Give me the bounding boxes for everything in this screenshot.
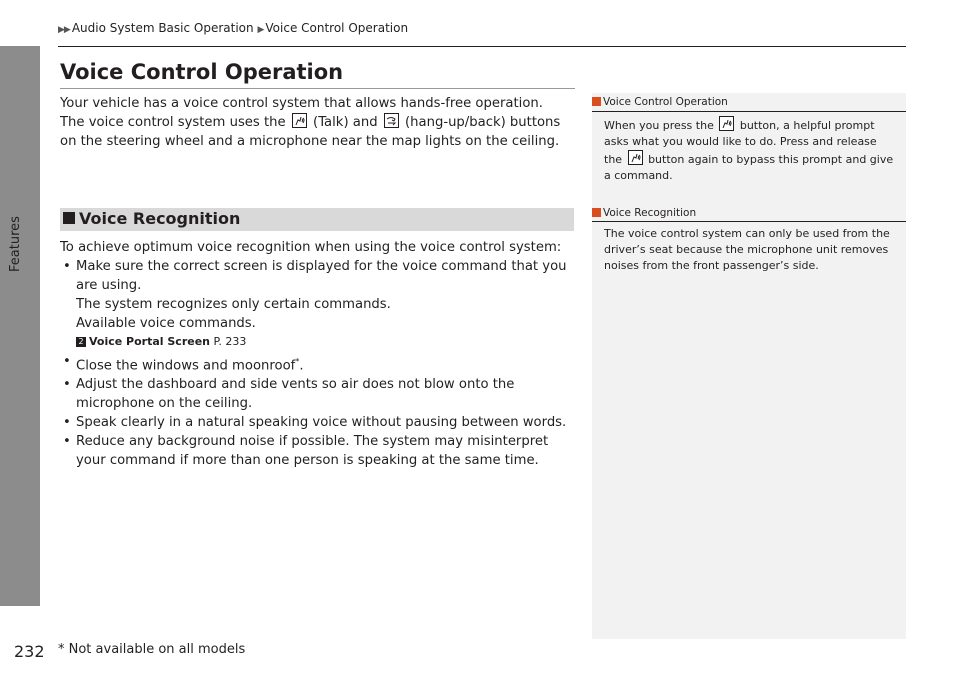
breadcrumb-arrow-icon: ▶▶ <box>58 25 70 35</box>
intro-line-2b: (Talk) and <box>313 115 378 130</box>
breadcrumb-item-voice-control[interactable]: Voice Control Operation <box>265 21 409 35</box>
header-divider <box>58 46 906 47</box>
breadcrumb <box>58 21 408 35</box>
talk-button-icon <box>628 150 643 165</box>
note-heading-label: Voice Recognition <box>603 207 697 219</box>
cross-reference-title: Voice Portal Screen <box>89 335 210 348</box>
note-marker-icon <box>592 97 601 106</box>
side-tab-label: Features <box>8 216 23 272</box>
list-item: • Adjust the dashboard and side vents so air does not blow onto the microphone on the ceiling. <box>60 375 576 413</box>
breadcrumb-item-audio-system[interactable]: Audio System Basic Operation <box>71 21 254 35</box>
talk-button-icon <box>292 113 307 128</box>
list-item: • Reduce any background noise if possible. The system may misinterpret your command if more than one person is speaking at the same time. <box>60 432 576 470</box>
tip-text: Make sure the correct screen is displayed for the voice command that you are using. <box>76 259 567 293</box>
intro-line-1: Your vehicle has a voice control system that allows hands-free operation. <box>60 96 543 111</box>
note-heading <box>592 96 906 108</box>
cross-reference-page: P. 233 <box>213 335 247 348</box>
page-title: Voice Control Operation <box>60 60 344 84</box>
page-number: 232 <box>14 642 45 661</box>
note-text-part: button again to bypass this prompt and give a command. <box>604 153 894 182</box>
note-text-part: When you press the <box>604 119 714 132</box>
note-text <box>604 116 896 184</box>
list-item <box>60 257 576 350</box>
hang-up-back-button-icon <box>384 113 399 128</box>
tips-intro: To achieve optimum voice recognition when using the voice control system: <box>60 240 562 255</box>
note-heading-label: Voice Control Operation <box>603 96 728 108</box>
breadcrumb-arrow-icon: ▶ <box>257 25 264 35</box>
tip-text: . <box>299 358 304 374</box>
intro-line-2c: (hang-up/back) buttons on the steering wheel and a microphone near the map lights on the ceiling. <box>60 115 561 149</box>
side-tab <box>0 46 40 606</box>
section-square-icon <box>63 212 75 224</box>
note-divider <box>592 111 906 112</box>
intro-line-2a: The voice control system uses the <box>60 115 286 130</box>
tip-text: Available voice commands. <box>76 316 256 331</box>
footnote: * Not available on all models <box>58 642 246 657</box>
note-text-part: button, a helpful prompt asks what you would like to do. Press and release the <box>604 119 877 166</box>
note-text: The voice control system can only be used from the driver’s seat because the microphone unit removes noises from the front passenger’s side. <box>604 227 890 272</box>
cross-reference-link[interactable] <box>76 334 576 350</box>
note-marker-icon <box>592 208 601 217</box>
note-divider <box>592 221 906 222</box>
tip-text: The system recognizes only certain commands. <box>76 297 391 312</box>
note-heading <box>592 207 906 219</box>
tip-text: Close the windows and moonroof <box>76 358 296 374</box>
section-title: Voice Recognition <box>79 209 241 228</box>
list-item <box>60 352 576 375</box>
tips-list <box>60 257 576 470</box>
talk-button-icon <box>719 116 734 131</box>
footnote-star: * <box>295 357 300 366</box>
title-divider <box>60 88 575 89</box>
intro-paragraph <box>60 94 580 151</box>
cross-reference-icon: 2 <box>76 337 86 347</box>
list-item: • Speak clearly in a natural speaking voice without pausing between words. <box>60 413 576 432</box>
section-header-voice-recognition <box>60 208 574 231</box>
